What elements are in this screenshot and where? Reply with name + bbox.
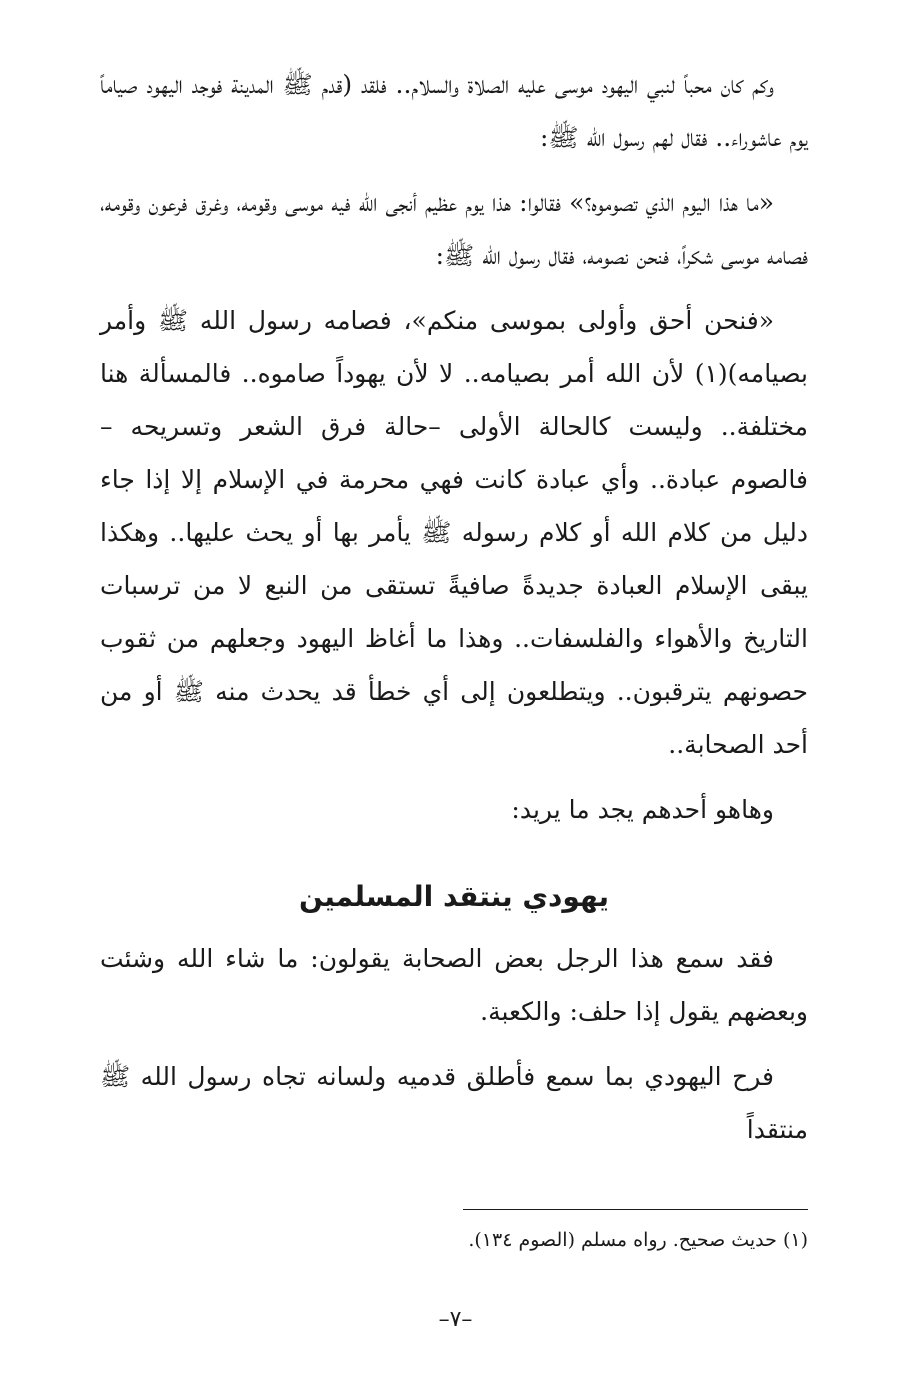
footnote-divider — [463, 1209, 808, 1210]
section-heading: يهودي ينتقد المسلمين — [299, 880, 609, 913]
paragraph-2: «ما هذا اليوم الذي تصوموه؟» فقالوا: هذا يوم عظيم أنجى الله فيه موسى وقومه، وغرق فرعون وقومه، فصامه موسى شكراً، فنحن نصومه، فقال رسول الله ﷺ: — [100, 188, 808, 270]
page-number: –٧– — [438, 1307, 473, 1332]
paragraph-4: وهاهو أحدهم يجد ما يريد: — [511, 795, 774, 824]
paragraph-1: وكم كان محباً لنبي اليهود موسى عليه الصلاة والسلام.. فلقد (قدم ﷺ المدينة فوجد اليهود صياماً يوم عاشوراء.. فقال لهم رسول الله ﷺ: — [100, 70, 808, 152]
paragraph-3: «فنحن أحق وأولى بموسى منكم»، فصامه رسول الله ﷺ وأمر بصيامه)(١) لأن الله أمر بصيامه.. لا لأن يهوداً صاموه.. فالمسألة هنا مختلفة.. وليست كالحالة الأولى –حالة فرق الشعر وتسريحه – فالصوم عبادة.. وأي عبادة كانت فهي محرمة في الإسلام إلا إذا جاء دليل من كلام الله أو كلام رسوله ﷺ يأمر بها أو يحث عليها.. وهكذا يبقى الإسلام العبادة جديدةً صافيةً تستقى من النبع لا من ترسبات التاريخ والأهواء والفلسفات.. وهذا ما أغاظ اليهود وجعلهم من ثقوب حصونهم يترقبون.. ويتطلعون إلى أي خطأ قد يحدث منه ﷺ أو من أحد الصحابة.. — [100, 306, 808, 759]
page-body — [100, 58, 808, 1156]
paragraph-6: فرح اليهودي بما سمع فأطلق قدميه ولسانه تجاه رسول الله ﷺ منتقداً — [100, 1062, 808, 1144]
footnote: (١) حديث صحيح. رواه مسلم (الصوم ١٣٤). — [468, 1229, 808, 1251]
paragraph-5: فقد سمع هذا الرجل بعض الصحابة يقولون: ما شاء الله وشئت وبعضهم يقول إذا حلف: والكعبة. — [100, 944, 808, 1026]
